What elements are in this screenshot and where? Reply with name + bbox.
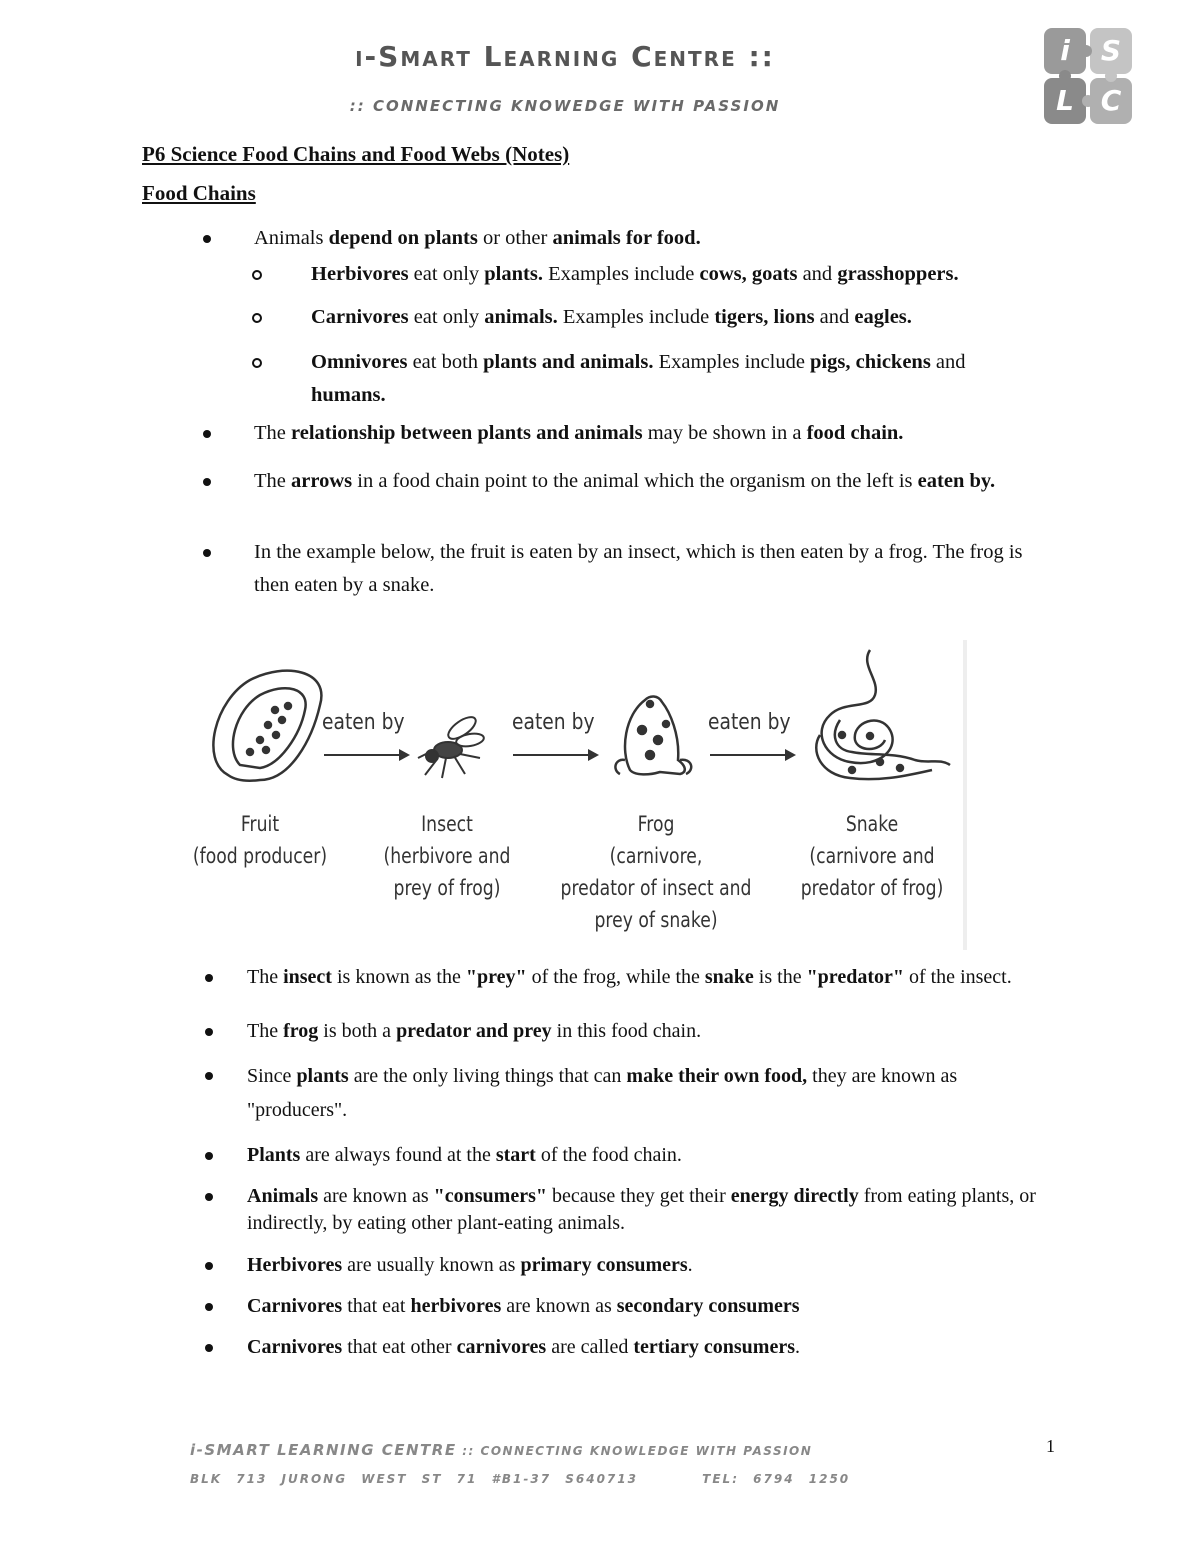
header-title: i-Smart Learning Centre :: bbox=[355, 40, 775, 73]
logo-letter: L bbox=[1056, 84, 1074, 117]
bullet-dot bbox=[203, 549, 211, 557]
organism-desc: (herbivore and bbox=[383, 844, 511, 868]
bullet-relationship: The relationship between plants and animals may be shown in a food chain. bbox=[254, 417, 1054, 450]
organism-desc: predator of frog) bbox=[800, 876, 944, 900]
bullet-consumers: Animals are known as "consumers" because they get their energy directly from eating plants, or indirectly, by eating other plant-eating animals. bbox=[247, 1183, 1057, 1237]
snake-caption bbox=[782, 808, 962, 904]
bullet-dot bbox=[205, 1193, 213, 1201]
logo-letter: S bbox=[1100, 34, 1122, 67]
bullet-dot bbox=[205, 1072, 213, 1080]
organism-name: Frog bbox=[637, 812, 675, 836]
organism-desc: (carnivore, bbox=[609, 844, 703, 868]
organism-desc: prey of snake) bbox=[594, 908, 718, 932]
bullet-secondary-consumers: Carnivores that eat herbivores are known as secondary consumers bbox=[247, 1293, 1057, 1320]
arrow-label: eaten by bbox=[512, 710, 595, 735]
bullet-arrows: The arrows in a food chain point to the animal which the organism on the left is eaten by. bbox=[254, 465, 1044, 498]
bullet-dot bbox=[205, 1344, 213, 1352]
bullet-dot bbox=[205, 1028, 213, 1036]
bullet-ring bbox=[252, 313, 262, 323]
footer-address bbox=[190, 1472, 850, 1486]
document-title: P6 Science Food Chains and Food Webs (Notes) bbox=[142, 142, 570, 166]
arrow-label: eaten by bbox=[322, 710, 405, 735]
bullet-plants-start: Plants are always found at the start of the food chain. bbox=[247, 1142, 1057, 1169]
bullet-frog-both: The frog is both a predator and prey in this food chain. bbox=[247, 1018, 1057, 1045]
organism-desc: prey of frog) bbox=[393, 876, 501, 900]
footer-tagline: :: CONNECTING KNOWLEDGE WITH PASSION bbox=[456, 1444, 813, 1458]
organism-desc: (food producer) bbox=[192, 844, 328, 868]
footer-brand-name: i-SMART LEARNING CENTRE bbox=[190, 1441, 457, 1459]
bullet-dot bbox=[205, 1303, 213, 1311]
organism-desc: (carnivore and bbox=[809, 844, 935, 868]
bullet-dot bbox=[203, 478, 211, 486]
bullet-ring bbox=[252, 270, 262, 280]
fruit-caption bbox=[178, 808, 342, 872]
organism-desc: predator of insect and bbox=[560, 876, 752, 900]
subbullet-herbivores: Herbivores eat only plants. Examples include cows, goats and grasshoppers. bbox=[311, 258, 1071, 291]
bullet-ring bbox=[252, 358, 262, 368]
bullet-dot bbox=[203, 430, 211, 438]
bullet-prey-predator: The insect is known as the "prey" of the frog, while the snake is the "predator" of the insect. bbox=[247, 964, 1057, 991]
arrow-label: eaten by bbox=[708, 710, 791, 735]
isc-logo bbox=[1040, 24, 1136, 128]
organism-name: Snake bbox=[845, 812, 899, 836]
arrow-right bbox=[513, 754, 597, 756]
bullet-dot bbox=[205, 1262, 213, 1270]
subbullet-omnivores: Omnivores eat both plants and animals. Examples include pigs, chickens and humans. bbox=[311, 346, 1041, 412]
arrow-right bbox=[710, 754, 794, 756]
organism-name: Fruit bbox=[240, 812, 280, 836]
bullet-dot bbox=[205, 974, 213, 982]
organism-name: Insect bbox=[421, 812, 473, 836]
subbullet-carnivores: Carnivores eat only animals. Examples include tigers, lions and eagles. bbox=[311, 301, 1071, 334]
insect-caption bbox=[357, 808, 537, 904]
bullet-dot bbox=[205, 1152, 213, 1160]
logo-letter: C bbox=[1100, 84, 1122, 117]
footer-brand bbox=[190, 1441, 812, 1459]
frog-caption bbox=[541, 808, 771, 936]
logo-letter: i bbox=[1060, 34, 1070, 67]
footer-address-text: BLK 713 JURONG WEST ST 71 #B1-37 S640713 bbox=[190, 1472, 638, 1486]
arrow-right bbox=[324, 754, 408, 756]
page-number: 1 bbox=[1046, 1436, 1055, 1456]
bullet-animals-depend: Animals depend on plants or other animals for food. bbox=[254, 222, 1054, 255]
section-title: Food Chains bbox=[142, 181, 256, 205]
bullet-producers: Since plants are the only living things that can make their own food, they are known as "producers". bbox=[247, 1059, 1057, 1127]
header-subtitle: :: CONNECTING KNOWEDGE WITH PASSION bbox=[349, 97, 781, 115]
bullet-primary-consumers: Herbivores are usually known as primary consumers. bbox=[247, 1252, 1057, 1279]
bullet-example: In the example below, the fruit is eaten by an insect, which is then eaten by a frog. The frog is then eaten by a snake. bbox=[254, 536, 1054, 602]
footer-tel: TEL: 6794 1250 bbox=[702, 1472, 851, 1486]
bullet-tertiary-consumers: Carnivores that eat other carnivores are called tertiary consumers. bbox=[247, 1334, 1057, 1361]
bullet-dot bbox=[203, 235, 211, 243]
